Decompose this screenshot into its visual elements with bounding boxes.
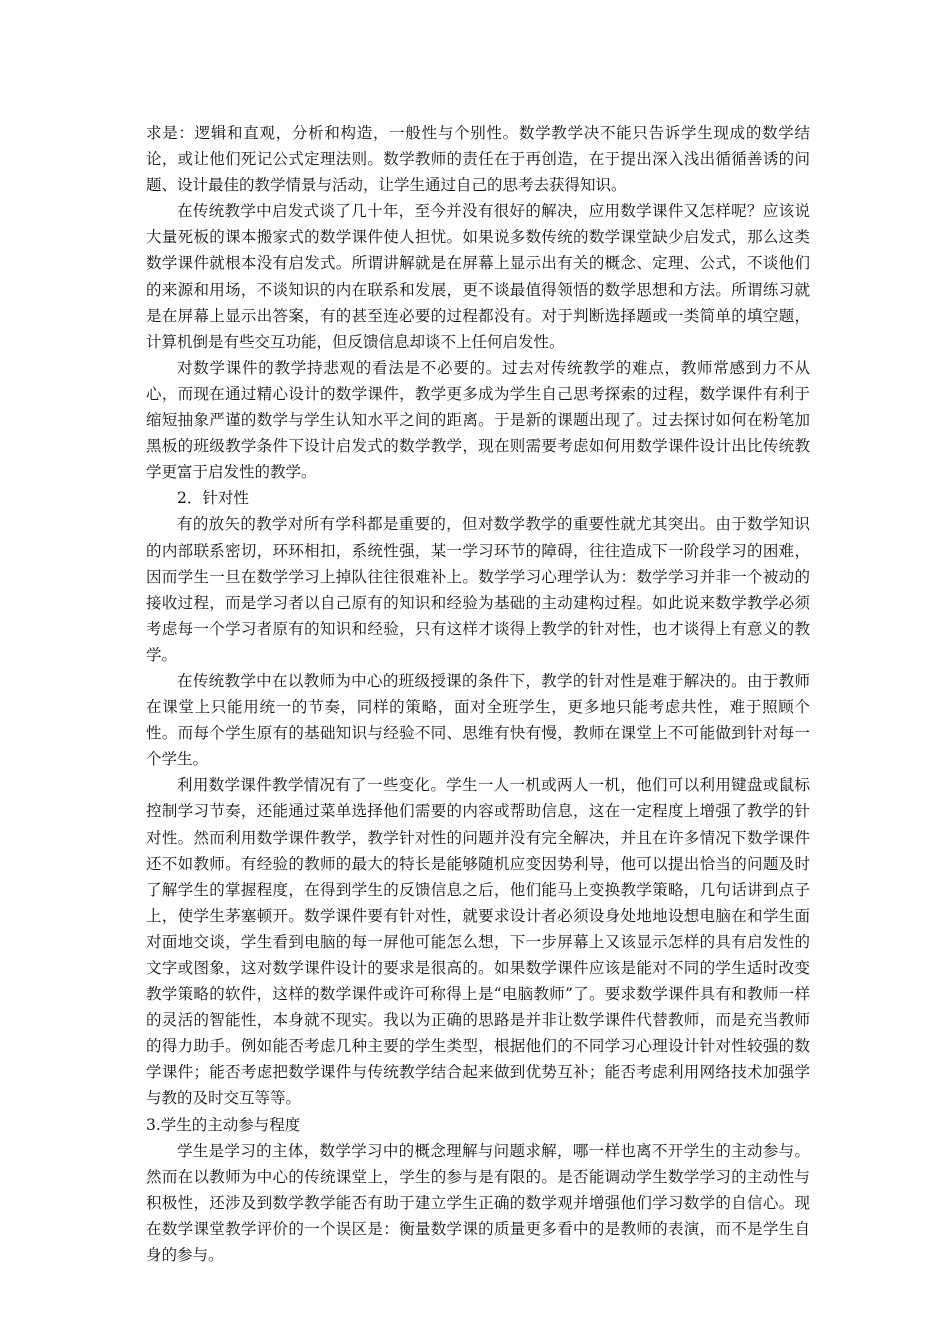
section-heading-2: 2．针对性 [177, 489, 249, 508]
section-heading-3: 3.学生的主动参与程度 [146, 1115, 301, 1134]
paragraph: 在传统教学中在以教师为中心的班级授课的条件下，教学的针对性是难于解决的。由于教师在课堂上只能用统一的节奏，同样的策略，面对全班学生，更多地只能考虑共性，难于照顾个性。而每个学生原有的基础知识与经验不同、思维有快有慢，教师在课堂上不可能做到针对每一个学生。 [146, 671, 810, 769]
paragraph: 求是：逻辑和直观，分析和构造，一般性与个别性。数学教学决不能只告诉学生现成的数学结论，或让他们死记公式定理法则。数学教师的责任在于再创造，在于提出深入浅出循循善诱的问题、设计最佳的教学情景与活动，让学生通过自己的思考去获得知识。 [146, 124, 810, 195]
paragraph: 学生是学习的主体，数学学习中的概念理解与问题求解，哪一样也离不开学生的主动参与。然而在以教师为中心的传统课堂上，学生的参与是有限的。是否能调动学生数学学习的主动性与积极性，还涉及到数学教学能否有助于建立学生正确的数学观并增强他们学习数学的自信心。现在数学课堂教学评价的一个误区是：衡量数学课的质量更多看中的是教师的表演，而不是学生自身的参与。 [146, 1141, 810, 1265]
paragraph: 利用数学课件教学情况有了一些变化。学生一人一机或两人一机，他们可以利用键盘或鼠标控制学习节奏，还能通过菜单选择他们需要的内容或帮助信息，这在一定程度上增强了教学的针对性。然而利用数学课件教学，教学针对性的问题并没有完全解决，并且在许多情况下数学课件还不如教师。有经验的教师的最大的特长是能够随机应变因势利导，他可以提出恰当的问题及时了解学生的掌握程度，在得到学生的反馈信息之后，他们能马上变换教学策略，几句话讲到点子上，使学生茅塞顿开。数学课件要有针对性，就要求设计者必须设身处地地设想电脑在和学生面对面地交谈，学生看到电脑的每一屏他可能怎么想，下一步屏幕上又该显示怎样的具有启发性的文字或图象，这对数学课件设计的要求是很高的。如果数学课件应该是能对不同的学生适时改变教学策略的软件，这样的数学课件或许可称得上是“电脑教师”了。要求数学课件具有和教师一样的灵活的智能性，本身就不现实。我以为正确的思路是并非让数学课件代替教师，而是充当教师的得力助手。例如能否考虑几种主要的学生类型，根据他们的不同学习心理设计针对性较强的数学课件；能否考虑把数学课件与传统教学结合起来做到优势互补；能否考虑利用网络技术加强学与教的及时交互等等。 [146, 776, 810, 1108]
document-page [146, 120, 810, 1268]
paragraph: 在传统教学中启发式谈了几十年，至今并没有很好的解决，应用数学课件又怎样呢？应该说大量死板的课本搬家式的数学课件使人担忧。如果说多数传统的数学课堂缺少启发式，那么这类数学课件就根本没有启发式。所谓讲解就是在屏幕上显示出有关的概念、定理、公式，不谈他们的来源和用场，不谈知识的内在联系和发展，更不谈最值得领悟的数学思想和方法。所谓练习就是在屏幕上显示出答案，有的甚至连必要的过程都没有。对于判断选择题或一类简单的填空题，计算机倒是有些交互功能，但反馈信息却谈不上任何启发性。 [146, 202, 810, 351]
paragraph: 对数学课件的教学持悲观的看法是不必要的。过去对传统教学的难点，教师常感到力不从心，而现在通过精心设计的数学课件，教学更多成为学生自己思考探索的过程，数学课件有利于缩短抽象严谨的数学与学生认知水平之间的距离。于是新的课题出现了。过去探讨如何在粉笔加黑板的班级教学条件下设计启发式的数学教学，现在则需要考虑如何用数学课件设计出比传统教学更富于启发性的教学。 [146, 358, 810, 482]
paragraph: 有的放矢的教学对所有学科都是重要的，但对数学教学的重要性就尤其突出。由于数学知识的内部联系密切，环环相扣，系统性强，某一学习环节的障碍，往往造成下一阶段学习的困难，因而学生一旦在数学学习上掉队往往很难补上。数学学习心理学认为：数学学习并非一个被动的接收过程，而是学习者以自己原有的知识和经验为基础的主动建构过程。如此说来数学教学必须考虑每一个学习者原有的知识和经验，只有这样才谈得上教学的针对性，也才谈得上有意义的教学。 [146, 515, 810, 664]
